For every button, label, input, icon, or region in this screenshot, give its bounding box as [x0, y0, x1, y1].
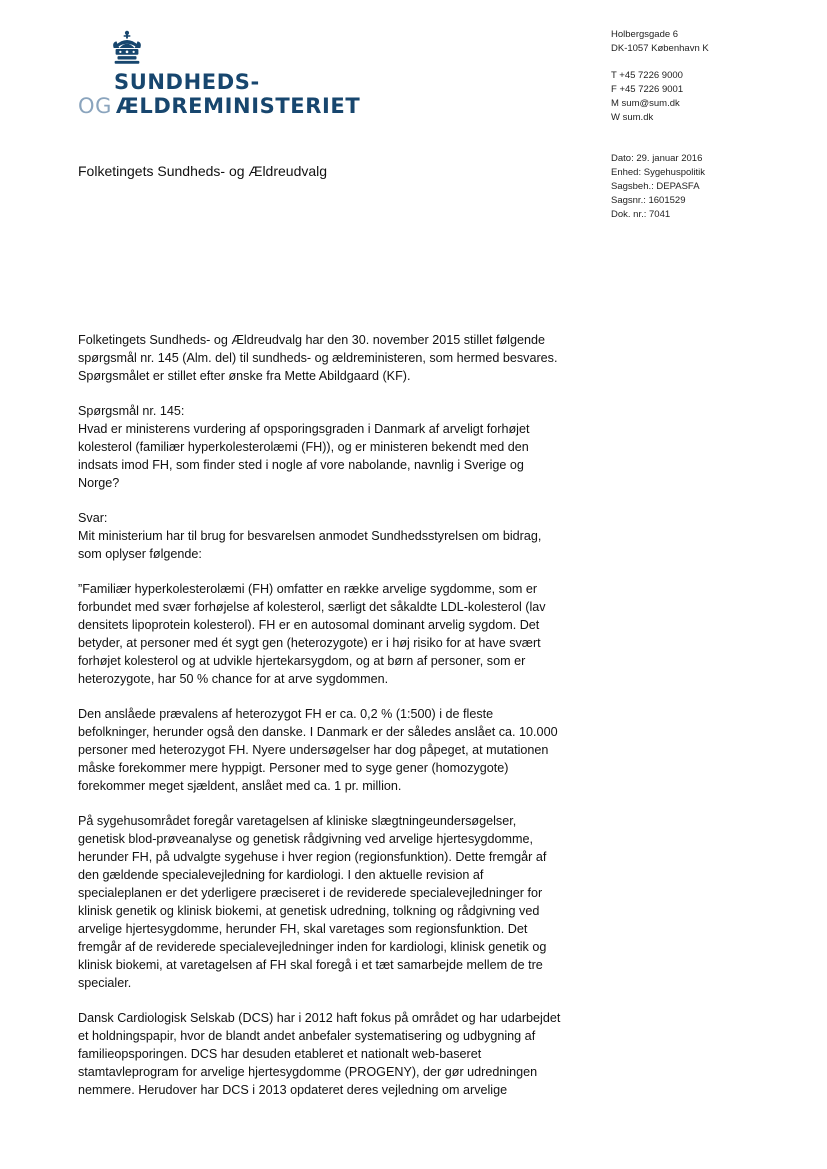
logo-text-og: OG	[78, 94, 113, 118]
intro-paragraph	[78, 331, 573, 385]
text-line: et holdningspapir, hvor de blandt andet anbefaler systematisering og udbygning af	[78, 1029, 536, 1043]
text-line: Dansk Cardiologisk Selskab (DCS) har i 2012 haft fokus på området og har udarbejdet	[78, 1011, 561, 1025]
logo-text-sundheds: SUNDHEDS-	[114, 70, 260, 94]
text-line: nemmere. Herudover har DCS i 2013 opdateret deres vejledning om arvelige	[78, 1083, 508, 1097]
text-line: betyder, at personer med ét sygt gen (heterozygote) er i høj risiko for at have svært	[78, 636, 541, 650]
question-heading: Spørgsmål nr. 145:	[78, 404, 185, 418]
text-line: som oplyser følgende:	[78, 547, 202, 561]
sender-email: M sum@sum.dk	[611, 98, 680, 109]
text-line: forekommer meget sjældent, anslået med ca. 1 pr. million.	[78, 779, 402, 793]
text-line: klinisk genetik og klinisk biokemi, at genetisk udredning, tolkning og rådgivning ved	[78, 904, 540, 918]
sender-street: Holbergsgade 6	[611, 29, 679, 40]
meta-unit: Enhed: Sygehuspolitik	[611, 167, 706, 178]
text-line: Spørgsmålet er stillet efter ønske fra Mette Abildgaard (KF).	[78, 369, 411, 383]
text-line: fremgår af de reviderede specialevejledninger inden for kardiologi, klinisk genetik og	[78, 940, 547, 954]
text-line: befolkninger, herunder også den danske. I Danmark er der således anslået ca. 10.000	[78, 725, 558, 739]
text-line: indsats imod FH, som finder sted i nogle af vore nabolande, navnlig i Sverige og	[78, 458, 524, 472]
text-line: Norge?	[78, 476, 120, 490]
text-line: den gældende specialevejledning for kardiologi. I den aktuelle revision af	[78, 868, 484, 882]
answer-paragraph	[78, 509, 573, 563]
recipient: Folketingets Sundheds- og Ældreudvalg	[78, 163, 328, 179]
logo-text-aeldreministeriet: ÆLDREMINISTERIET	[116, 94, 361, 118]
text-line: specialer.	[78, 976, 132, 990]
fh-definition-paragraph	[78, 580, 573, 688]
hospital-paragraph	[78, 812, 573, 992]
crown-icon	[108, 30, 146, 68]
sender-fax: F +45 7226 9001	[611, 84, 684, 95]
text-line: arvelige hjertesygdomme, herunder FH, skal varetages som regionsfunktion. Det	[78, 922, 528, 936]
meta-date: Dato: 29. januar 2016	[611, 153, 703, 164]
prevalence-paragraph	[78, 705, 573, 795]
meta-document-number: Dok. nr.: 7041	[611, 209, 671, 220]
sender-address-block	[611, 28, 709, 125]
text-line: Mit ministerium har til brug for besvarelsen anmodet Sundhedsstyrelsen om bidrag,	[78, 529, 542, 543]
text-line: genetisk blod-prøveanalyse og genetisk rådgivning ved arvelige hjertesygdomme,	[78, 832, 534, 846]
text-line: ”Familiær hyperkolesterolæmi (FH) omfatter en række arvelige sygdomme, som er	[78, 582, 538, 596]
text-line: Folketingets Sundheds- og Ældreudvalg har den 30. november 2015 stillet følgende	[78, 333, 545, 347]
text-line: Hvad er ministerens vurdering af opsporingsgraden i Danmark af arveligt forhøjet	[78, 422, 530, 436]
text-line: specialeplanen er det yderligere præciseret i de reviderede specialevejledninger for	[78, 886, 543, 900]
sender-city: DK-1057 København K	[611, 43, 709, 54]
meta-case-handler: Sagsbeh.: DEPASFA	[611, 181, 700, 192]
text-line: På sygehusområdet foregår varetagelsen af kliniske slægtningeundersøgelser,	[78, 814, 517, 828]
answer-heading: Svar:	[78, 511, 108, 525]
dcs-paragraph	[78, 1009, 573, 1099]
text-line: familieopsporingen. DCS har desuden etableret et nationalt web-baseret	[78, 1047, 482, 1061]
text-line: kolesterol (familiær hyperkolesterolæmi (FH)), og er ministeren bekendt med den	[78, 440, 529, 454]
text-line: spørgsmål nr. 145 (Alm. del) til sundheds- og ældreministeren, som hermed besvares.	[78, 351, 558, 365]
text-line: Den anslåede prævalens af heterozygot FH er ca. 0,2 % (1:500) i de fleste	[78, 707, 494, 721]
sender-phone: T +45 7226 9000	[611, 70, 683, 81]
text-line: forhøjet kolesterol og at udvikle hjertekarsygdom, og at børn af personer, som er	[78, 654, 526, 668]
sender-web: W sum.dk	[611, 112, 654, 123]
question-paragraph	[78, 402, 573, 492]
text-line: måske forekommer mere hyppigt. Personer med to syge gener (homozygote)	[78, 761, 509, 775]
meta-case-number: Sagsnr.: 1601529	[611, 195, 686, 206]
text-line: stamtavleprogram for arvelige hjertesygdomme (PROGENY), der gør udredningen	[78, 1065, 538, 1079]
text-line: klinisk biokemi, at varetagelsen af FH skal foregå i et tæt samarbejde mellem de tre	[78, 958, 543, 972]
text-line: personer med heterozygot FH. Nyere undersøgelser har dog påpeget, at mutationen	[78, 743, 549, 757]
text-line: herunder FH, på udvalgte sygehuse i hver region (regionsfunktion). Dette fremgår af	[78, 850, 547, 864]
ministry-logo	[78, 30, 361, 120]
text-line: densitets lipoprotein kolesterol). FH er en autosomal dominant arvelig sygdom. Det	[78, 618, 540, 632]
document-meta-block	[611, 152, 705, 222]
letter-body	[78, 331, 573, 1099]
text-line: heterozygote, har 50 % chance for at arve sygdommen.	[78, 672, 389, 686]
text-line: forbundet med svær forhøjelse af kolesterol, særligt det såkaldte LDL-kolesterol (lav	[78, 600, 546, 614]
logo-text-line2	[78, 94, 360, 118]
